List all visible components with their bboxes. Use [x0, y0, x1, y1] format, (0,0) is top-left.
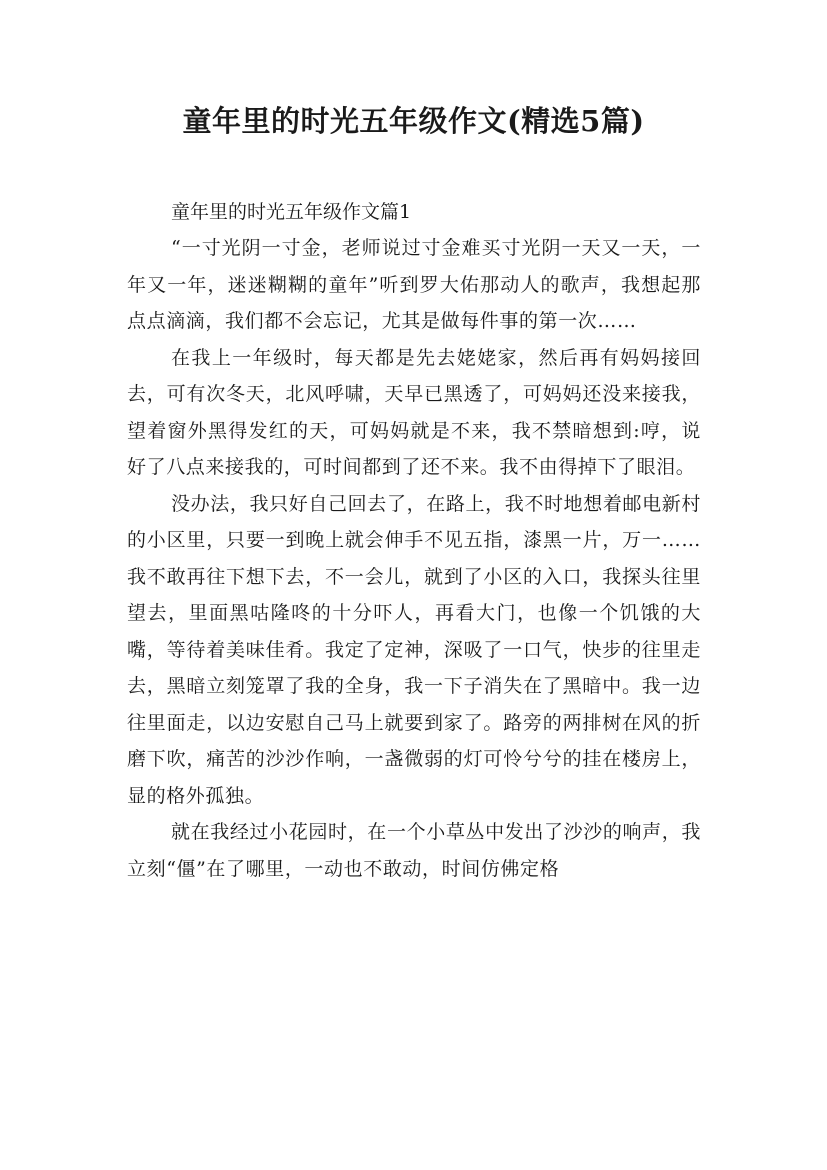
paragraph-1: “一寸光阴一寸金，老师说过寸金难买寸光阴一天又一天，一年又一年，迷迷糊糊的童年”听到罗大佑那动人的歌声，我想起那点点滴滴，我们都不会忘记，尤其是做每件事的第一次……	[127, 237, 701, 332]
paragraph-3: 没办法，我只好自己回去了，在路上，我不时地想着邮电新村的小区里，只要一到晚上就会伸手不见五指，漆黑一片，万一……我不敢再往下想下去，不一会儿，就到了小区的入口，我探头往里望去，里面黑咕隆咚的十分吓人，再看大门，也像一个饥饿的大嘴，等待着美味佳肴。我定了定神，深吸了一口气，快步的往里走去，黑暗立刻笼罩了我的全身，我一下子消失在了黑暗中。我一边往里面走，以边安慰自己马上就要到家了。路旁的两排树在风的折磨下吹，痛苦的沙沙作响，一盏微弱的灯可怜兮兮的挂在楼房上，显的格外孤独。	[127, 492, 701, 807]
document-title: 童年里的时光五年级作文(精选5篇)	[182, 104, 645, 138]
paragraph-2: 在我上一年级时，每天都是先去姥姥家，然后再有妈妈接回去，可有次冬天，北风呼啸，天早已黑透了，可妈妈还没来接我，望着窗外黑得发红的天，可妈妈就是不来，我不禁暗想到:哼，说好了八点来接我的，可时间都到了还不来。我不由得掉下了眼泪。	[127, 346, 701, 478]
document-body	[127, 194, 701, 887]
paragraph-4: 就在我经过小花园时，在一个小草丛中发出了沙沙的响声，我立刻“僵”在了哪里，一动也不敢动，时间仿佛定格	[127, 821, 701, 880]
section-heading: 童年里的时光五年级作文篇1	[171, 201, 412, 223]
